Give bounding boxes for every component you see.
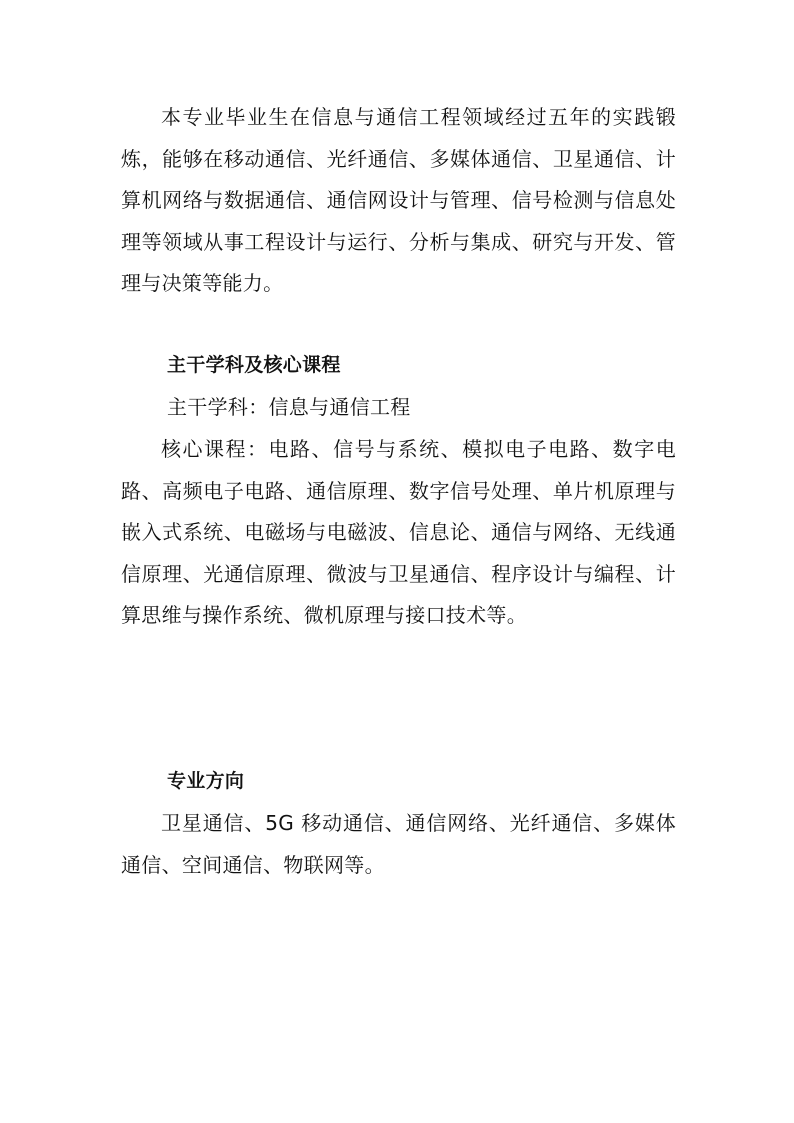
direction-paragraph: 卫星通信、5G 移动通信、通信网络、光纤通信、多媒体通信、空间通信、物联网等。 [121, 811, 676, 877]
direction-heading: 专业方向 [167, 770, 245, 792]
core-courses-heading: 主干学科及核心课程 [167, 354, 341, 376]
main-discipline-line: 主干学科：信息与通信工程 [167, 395, 411, 419]
intro-paragraph: 本专业毕业生在信息与通信工程领域经过五年的实践锻炼，能够在移动通信、光纤通信、多媒体通信、卫星通信、计算机网络与数据通信、通信网设计与管理、信号检测与信息处理等领域从事工程设计与运行、分析与集成、研究与开发、管理与决策等能力。 [121, 105, 676, 295]
core-courses-paragraph: 核心课程：电路、信号与系统、模拟电子电路、数字电路、高频电子电路、通信原理、数字信号处理、单片机原理与嵌入式系统、电磁场与电磁波、信息论、通信与网络、无线通信原理、光通信原理、微波与卫星通信、程序设计与编程、计算思维与操作系统、微机原理与接口技术等。 [121, 437, 676, 627]
